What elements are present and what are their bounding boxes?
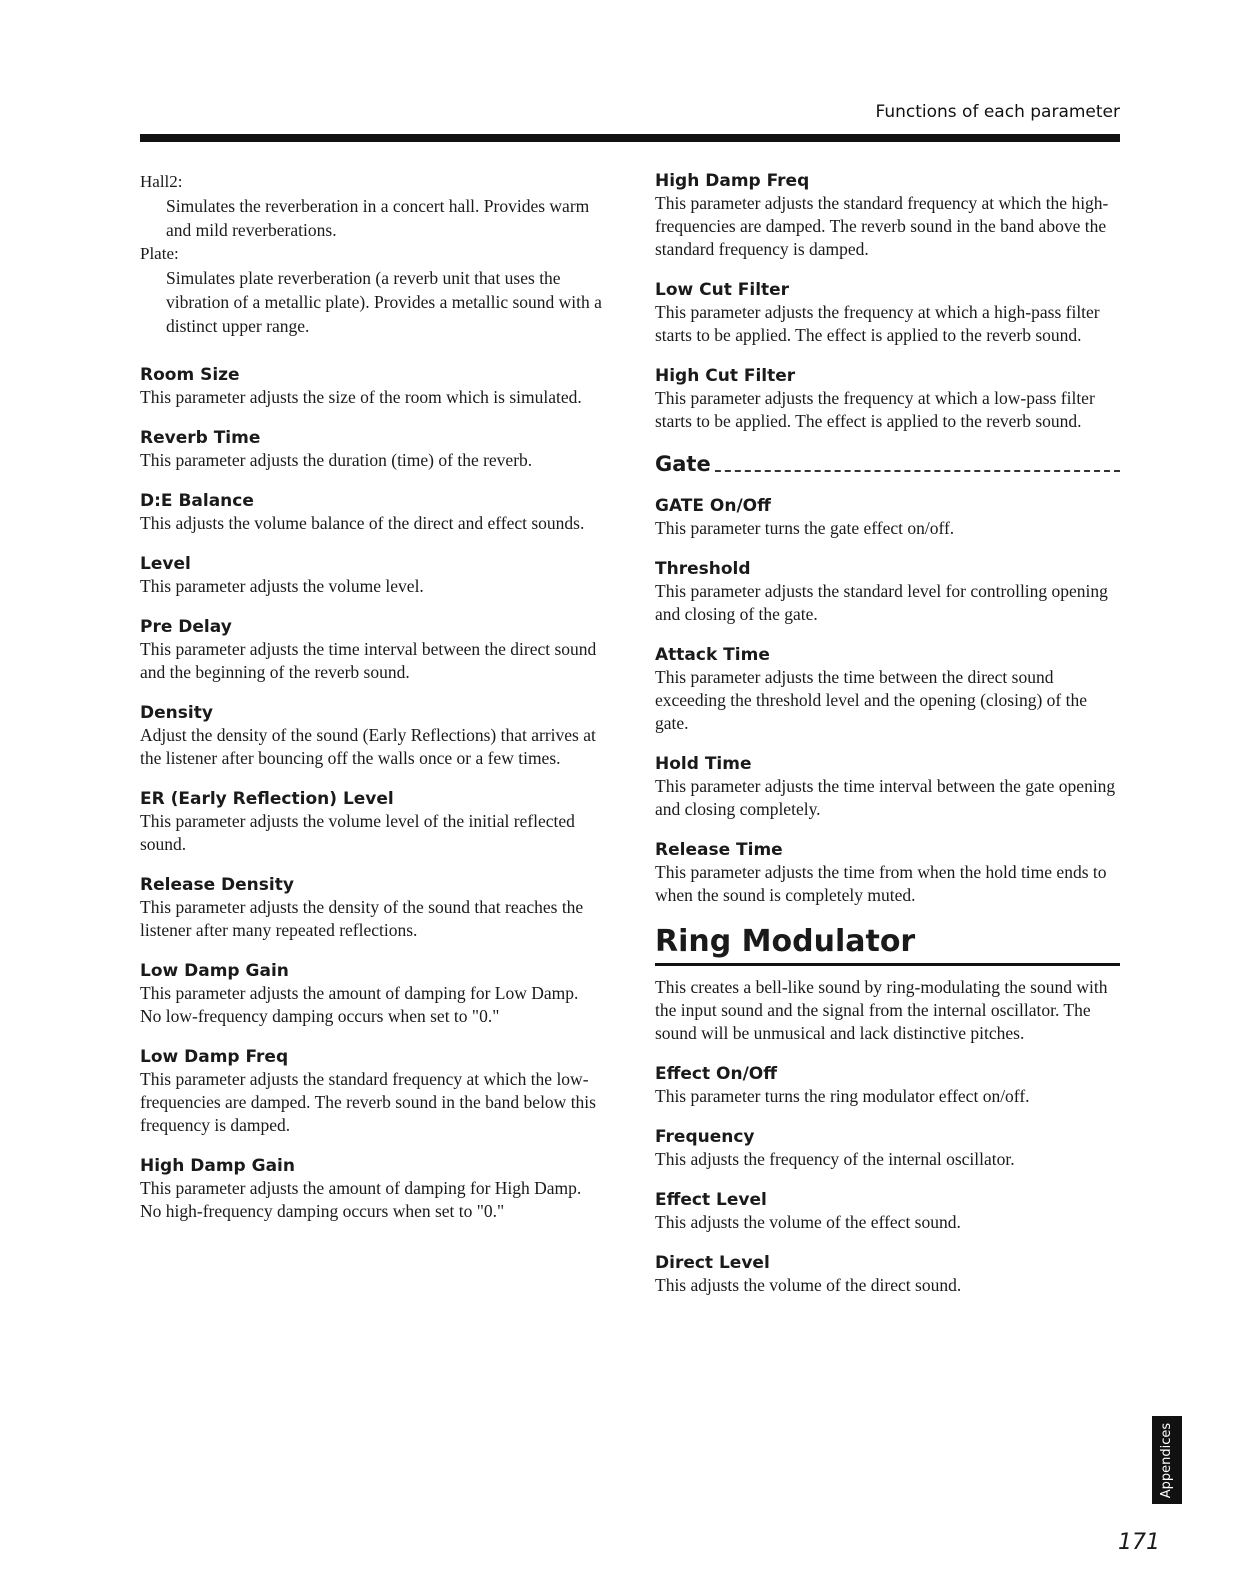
param-title: Release Time bbox=[655, 840, 783, 860]
param-high-damp-gain bbox=[140, 1155, 602, 1223]
left-column bbox=[140, 170, 602, 1241]
dashed-rule bbox=[655, 470, 1120, 472]
param-title: Pre Delay bbox=[140, 617, 232, 637]
param-title: High Damp Gain bbox=[140, 1156, 295, 1176]
param-reverb-time bbox=[140, 427, 602, 472]
param-effect-level bbox=[655, 1189, 1120, 1234]
param-desc: This parameter adjusts the time interval between the gate opening and closing completely. bbox=[655, 776, 1116, 819]
param-desc: This parameter adjusts the standard frequency at which the low-frequencies are damped. The reverb sound in the band below this frequency is damped. bbox=[140, 1069, 596, 1135]
subsection-title-gate: Gate bbox=[655, 451, 715, 477]
param-title: Release Density bbox=[140, 875, 294, 895]
param-desc: This parameter turns the ring modulator effect on/off. bbox=[655, 1086, 1030, 1106]
param-desc: This parameter turns the gate effect on/off. bbox=[655, 518, 955, 538]
param-room-size bbox=[140, 364, 602, 409]
param-desc: This parameter adjusts the standard frequency at which the high-frequencies are damped. The reverb sound in the band above the standard frequency is damped. bbox=[655, 193, 1109, 259]
param-title: Room Size bbox=[140, 365, 240, 385]
param-desc: This parameter adjusts the time between the direct sound exceeding the threshold level and the opening (closing) of the gate. bbox=[655, 667, 1088, 733]
param-title: Density bbox=[140, 703, 213, 723]
param-title: Low Cut Filter bbox=[655, 280, 790, 300]
param-title: ER (Early Reflection) Level bbox=[140, 789, 394, 809]
param-title: Attack Time bbox=[655, 645, 770, 665]
page-number: 171 bbox=[1118, 1530, 1160, 1555]
param-title: D:E Balance bbox=[140, 491, 254, 511]
param-low-cut-filter bbox=[655, 279, 1120, 347]
param-er-level bbox=[140, 788, 602, 856]
param-desc: This parameter adjusts the size of the room which is simulated. bbox=[140, 387, 582, 407]
param-title: Frequency bbox=[655, 1127, 755, 1147]
param-hold-time bbox=[655, 753, 1120, 821]
header-rule bbox=[140, 134, 1120, 142]
mode-name-plate: Plate: bbox=[140, 244, 179, 263]
mode-desc-hall2: Simulates the reverberation in a concert hall. Provides warm and mild reverberations. bbox=[166, 196, 590, 240]
param-low-damp-freq bbox=[140, 1046, 602, 1137]
param-density bbox=[140, 702, 602, 770]
param-desc: This parameter adjusts the standard level for controlling opening and closing of the gate. bbox=[655, 581, 1108, 624]
param-title: Threshold bbox=[655, 559, 751, 579]
param-de-balance bbox=[140, 490, 602, 535]
param-level bbox=[140, 553, 602, 598]
param-desc: This adjusts the volume balance of the direct and effect sounds. bbox=[140, 513, 585, 533]
param-desc: This parameter adjusts the duration (time) of the reverb. bbox=[140, 450, 533, 470]
param-high-damp-freq bbox=[655, 170, 1120, 261]
param-title: Effect Level bbox=[655, 1190, 767, 1210]
param-desc: This parameter adjusts the frequency at which a high-pass filter starts to be applied. The effect is applied to the reverb sound. bbox=[655, 302, 1100, 345]
param-title: High Damp Freq bbox=[655, 171, 810, 191]
param-desc: This parameter adjusts the density of the sound that reaches the listener after many repeated reflections. bbox=[140, 897, 584, 940]
param-frequency bbox=[655, 1126, 1120, 1171]
param-desc: This parameter adjusts the amount of damping for High Damp. No high-frequency damping occurs when set to "0." bbox=[140, 1178, 582, 1221]
param-title: GATE On/Off bbox=[655, 496, 771, 516]
param-gate-on-off bbox=[655, 495, 1120, 540]
param-title: Level bbox=[140, 554, 191, 574]
param-high-cut-filter bbox=[655, 365, 1120, 433]
param-release-time bbox=[655, 839, 1120, 907]
param-desc: This adjusts the volume of the direct sound. bbox=[655, 1275, 962, 1295]
param-desc: This parameter adjusts the time from when the hold time ends to when the sound is completely muted. bbox=[655, 862, 1107, 905]
param-desc: This parameter adjusts the volume level of the initial reflected sound. bbox=[140, 811, 575, 854]
mode-desc-plate: Simulates plate reverberation (a reverb unit that uses the vibration of a metallic plate). Provides a metallic sound with a distinct upper range. bbox=[166, 268, 602, 336]
param-title: Hold Time bbox=[655, 754, 752, 774]
reverb-mode-list bbox=[140, 170, 602, 338]
param-desc: This parameter adjusts the volume level. bbox=[140, 576, 424, 596]
param-desc: This adjusts the volume of the effect sound. bbox=[655, 1212, 961, 1232]
param-title: Low Damp Freq bbox=[140, 1047, 289, 1067]
param-direct-level bbox=[655, 1252, 1120, 1297]
param-desc: This adjusts the frequency of the internal oscillator. bbox=[655, 1149, 1015, 1169]
param-title: High Cut Filter bbox=[655, 366, 796, 386]
param-release-density bbox=[140, 874, 602, 942]
appendices-tab-label: Appendices bbox=[1159, 1422, 1175, 1498]
section-intro: This creates a bell-like sound by ring-modulating the sound with the input sound and the signal from the internal oscillator. The sound will be unmusical and lack distinctive pitches. bbox=[655, 977, 1108, 1043]
param-title: Direct Level bbox=[655, 1253, 770, 1273]
appendices-tab bbox=[1152, 1416, 1182, 1504]
param-title: Reverb Time bbox=[140, 428, 261, 448]
param-threshold bbox=[655, 558, 1120, 626]
param-desc: This parameter adjusts the amount of damping for Low Damp. No low-frequency damping occurs when set to "0." bbox=[140, 983, 579, 1026]
param-desc: Adjust the density of the sound (Early Reflections) that arrives at the listener after bouncing off the walls once or a few times. bbox=[140, 725, 596, 768]
param-desc: This parameter adjusts the time interval between the direct sound and the beginning of the reverb sound. bbox=[140, 639, 597, 682]
param-low-damp-gain bbox=[140, 960, 602, 1028]
running-head: Functions of each parameter bbox=[875, 102, 1120, 122]
param-pre-delay bbox=[140, 616, 602, 684]
param-effect-on-off bbox=[655, 1063, 1120, 1108]
param-title: Low Damp Gain bbox=[140, 961, 289, 981]
section-title-ring-modulator: Ring Modulator bbox=[655, 924, 916, 959]
section-rule bbox=[655, 963, 1120, 966]
gate-subsection-heading bbox=[655, 451, 1120, 481]
right-column bbox=[655, 170, 1120, 1315]
mode-name-hall2: Hall2: bbox=[140, 172, 183, 191]
param-attack-time bbox=[655, 644, 1120, 735]
param-title: Effect On/Off bbox=[655, 1064, 778, 1084]
param-desc: This parameter adjusts the frequency at which a low-pass filter starts to be applied. The effect is applied to the reverb sound. bbox=[655, 388, 1095, 431]
